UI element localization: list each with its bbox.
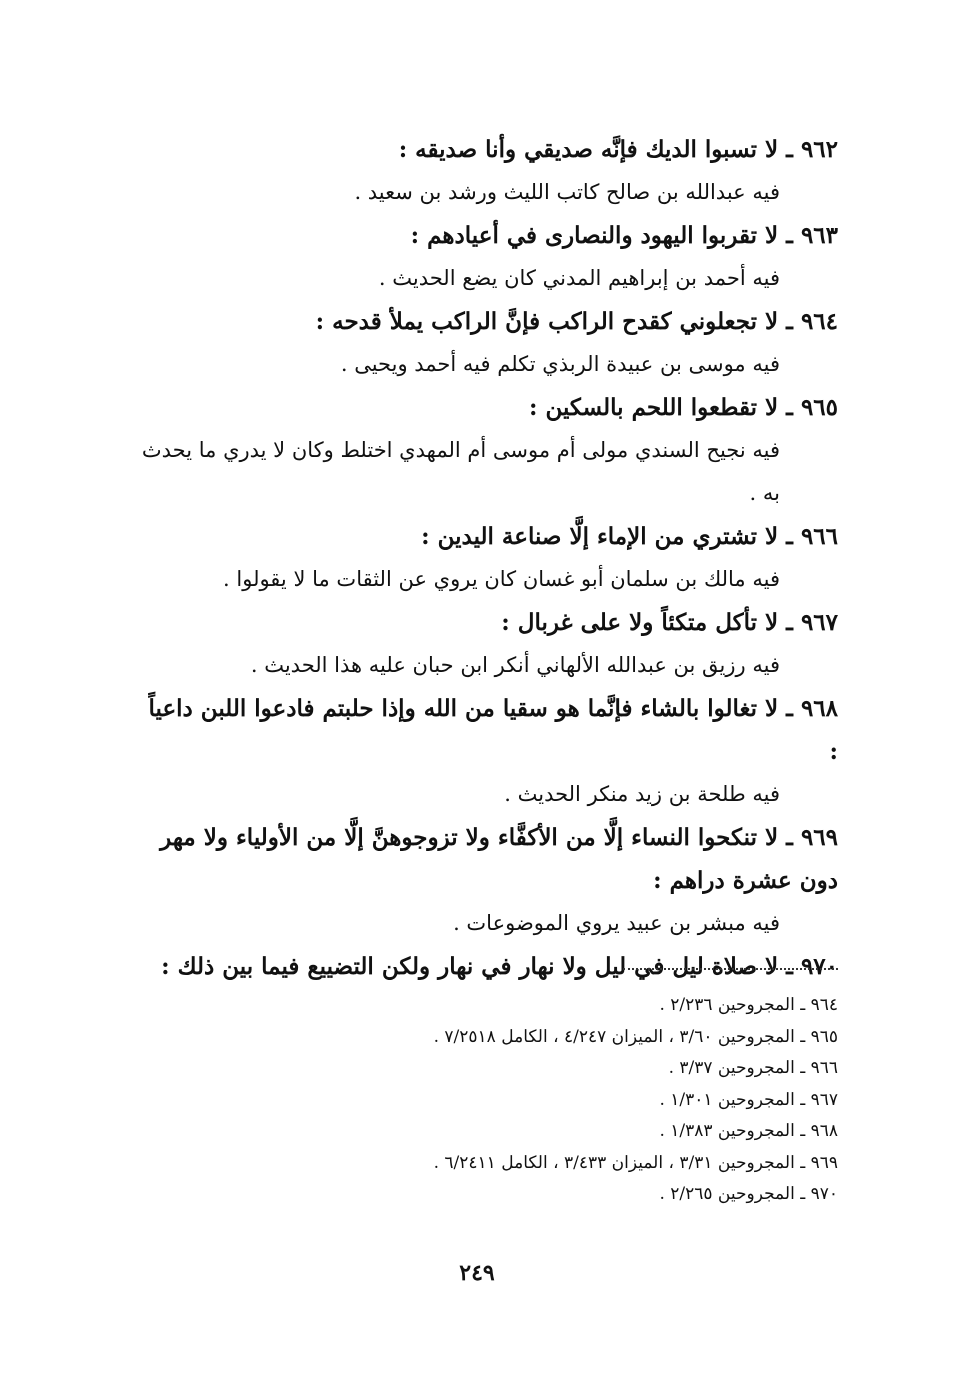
entry-963 bbox=[138, 214, 838, 300]
separator-dash: ـ bbox=[786, 523, 793, 550]
hadith-number: ٩٦٨ bbox=[800, 695, 838, 722]
hadith-number: ٩٦٤ bbox=[800, 308, 838, 335]
narrator-note: فيه موسى بن عبيدة الربذي تكلم فيه أحمد ويحيى . bbox=[340, 352, 780, 376]
entry-969 bbox=[138, 816, 838, 945]
hadith-body: لا تشتري من الإماء إلَّا صناعة اليدين : bbox=[421, 523, 779, 550]
entry-962 bbox=[138, 128, 838, 214]
hadith-number: ٩٦٦ bbox=[800, 523, 838, 550]
separator-dash: ـ bbox=[786, 824, 793, 851]
separator-dash: ـ bbox=[786, 953, 793, 980]
hadith-body: لا تأكل متكئاً ولا على غربال : bbox=[501, 609, 779, 636]
hadith-text bbox=[138, 300, 838, 343]
footnote-separator bbox=[623, 968, 838, 970]
hadith-body: لا تغالوا بالشاء فإنَّما هو سقيا من الله وإذا حلبتم فادعوا اللبن داعياً : bbox=[148, 695, 838, 765]
footnote-item: ٩٦٧ ـ المجروحين ١/٣٠١ . bbox=[659, 1089, 838, 1110]
hadith-number: ٩٧٠ bbox=[800, 953, 838, 980]
narrator-note: فيه نجيح السندي مولى أم موسى أم المهدي اختلط وكان لا يدري ما يحدث به . bbox=[141, 438, 780, 505]
narrator-note: فيه مالك بن سلمان أبو غسان كان يروي عن الثقات ما لا يقولوا . bbox=[223, 567, 780, 591]
narrator-note: فيه أحمد بن إبراهيم المدني كان يضع الحديث . bbox=[378, 266, 780, 290]
hadith-text bbox=[138, 816, 838, 902]
separator-dash: ـ bbox=[786, 695, 793, 722]
hadith-number: ٩٦٢ bbox=[800, 136, 838, 163]
hadith-body: لا تقطعوا اللحم بالسكين : bbox=[528, 394, 779, 421]
footnote-item: ٩٦٦ ـ المجروحين ٣/٣٧ . bbox=[668, 1058, 838, 1078]
footnote-item: ٩٦٨ ـ المجروحين ١/٣٨٣ . bbox=[659, 1121, 838, 1141]
entry-967 bbox=[138, 601, 838, 687]
page-number: ٢٤٩ bbox=[459, 1260, 495, 1286]
entry-968 bbox=[138, 687, 838, 816]
hadith-number: ٩٦٣ bbox=[800, 222, 838, 249]
hadith-text bbox=[138, 214, 838, 257]
separator-dash: ـ bbox=[786, 136, 793, 163]
hadith-body: لا صلاة ليل في ليل ولا نهار في نهار ولكن التضييع فيما بين ذلك : bbox=[161, 953, 779, 980]
hadith-body: لا تنكحوا النساء إلَّا من الأكفَّاء ولا تزوجوهنَّ إلَّا من الأولياء ولا مهر دون عشرة دراهم : bbox=[160, 824, 838, 894]
narrator-note: فيه عبدالله بن صالح كاتب الليث ورشد بن سعيد . bbox=[354, 180, 780, 204]
footnote-item: ٩٧٠ ـ المجروحين ٢/٢٦٥ . bbox=[659, 1184, 838, 1204]
separator-dash: ـ bbox=[786, 609, 793, 636]
hadith-text bbox=[138, 128, 838, 171]
entry-965 bbox=[138, 386, 838, 515]
hadith-body: لا تجعلوني كقدح الراكب فإنَّ الراكب يملأ قدحه : bbox=[315, 308, 779, 335]
footnote-item: ٩٦٩ ـ المجروحين ٣/٣١ ، الميزان ٣/٤٣٣ ، الكامل ٦/٢٤١١ . bbox=[433, 1152, 838, 1173]
narrator-note: فيه رزيق بن عبدالله الألهاني أنكر ابن حبان عليه هذا الحديث . bbox=[250, 653, 780, 677]
narrator-note: فيه مبشر بن عبيد يروي الموضوعات . bbox=[453, 911, 780, 935]
separator-dash: ـ bbox=[786, 222, 793, 249]
narrator-note: فيه طلحة بن زيد منكر الحديث . bbox=[504, 782, 780, 806]
footnote-item: ٩٦٤ ـ المجروحين ٢/٢٣٦ . bbox=[659, 995, 838, 1015]
hadith-text bbox=[138, 687, 838, 773]
hadith-number: ٩٦٥ bbox=[800, 394, 838, 421]
separator-dash: ـ bbox=[786, 394, 793, 421]
hadith-number: ٩٦٧ bbox=[800, 609, 838, 636]
footnote-item: ٩٦٥ ـ المجروحين ٣/٦٠ ، الميزان ٤/٢٤٧ ، الكامل ٧/٢٥١٨ . bbox=[433, 1026, 838, 1047]
separator-dash: ـ bbox=[786, 308, 793, 335]
hadith-text bbox=[138, 515, 838, 558]
hadith-body: لا تقربوا اليهود والنصارى في أعيادهم : bbox=[410, 222, 779, 249]
hadith-text bbox=[138, 386, 838, 429]
hadith-text bbox=[138, 945, 838, 988]
hadith-body: لا تسبوا الديك فإنَّه صديقي وأنا صديقه : bbox=[398, 136, 779, 163]
hadith-number: ٩٦٩ bbox=[800, 824, 838, 851]
main-text bbox=[138, 128, 838, 988]
entry-964 bbox=[138, 300, 838, 386]
entry-970 bbox=[138, 945, 838, 988]
footnotes bbox=[138, 990, 838, 1211]
entry-966 bbox=[138, 515, 838, 601]
hadith-text bbox=[138, 601, 838, 644]
